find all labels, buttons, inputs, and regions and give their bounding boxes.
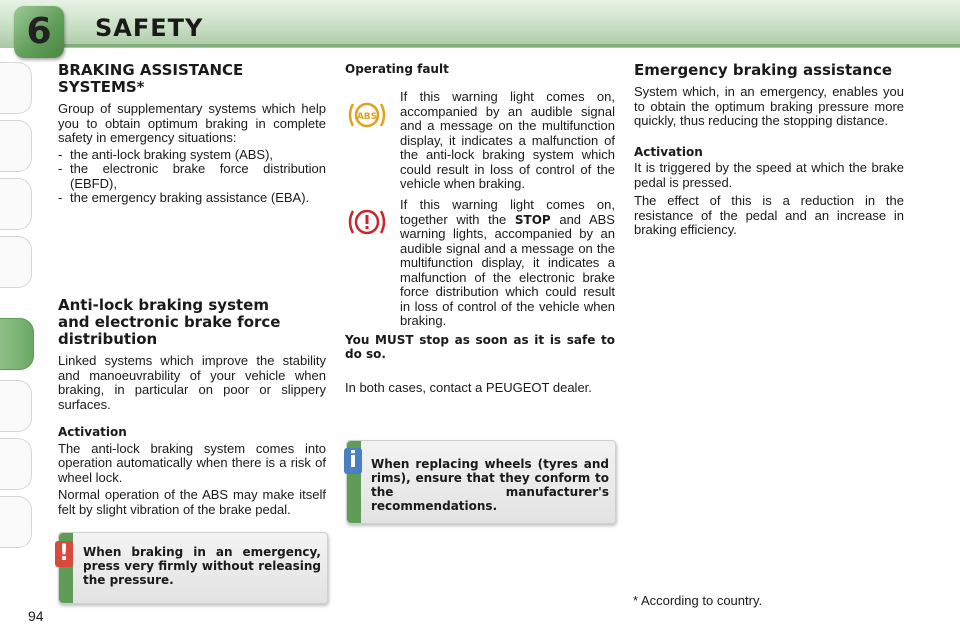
side-tab-7[interactable] (0, 438, 32, 490)
must-stop-text: You MUST stop as soon as it is safe to do so. (345, 332, 615, 361)
intro-paragraph: Group of supplementary systems which help you to obtain optimum braking in complete safety in emergency situations: (58, 101, 326, 145)
svg-text:ABS: ABS (356, 112, 378, 122)
right-column (634, 62, 904, 238)
emergency-braking-text: System which, in an emergency, enables you to obtain the optimum braking pressure more quickly, thus reducing the stopping distance. (634, 84, 904, 128)
info-icon: i (344, 448, 362, 474)
fault-text-1: If this warning light comes on, accompanied by an audible signal and a message on the multifunction display, it indicates a malfunction of the anti-lock braking system which could result in loss of control of the vehicle when braking. (400, 89, 615, 191)
list-item: - the emergency braking assistance (EBA). (58, 190, 310, 205)
eba-activation-text-1: It is triggered by the speed at which the brake pedal is pressed. (634, 160, 904, 190)
side-tab-3[interactable] (0, 178, 32, 230)
abs-activation-label: Activation (58, 425, 127, 439)
side-tab-4[interactable] (0, 236, 32, 288)
fault-text-1-block (345, 90, 615, 192)
eba-activation-label: Activation (634, 144, 703, 159)
abs-activation-text-1: The anti-lock braking system comes into operation automatically when there is a risk of wheel lock. (58, 440, 326, 485)
fault-text-2-block (345, 198, 615, 395)
list-item: - the electronic brake force distribution (EBFD), (58, 161, 326, 191)
header-underline (60, 44, 960, 47)
braking-assistance-heading: BRAKING ASSISTANCE SYSTEMS* (58, 61, 244, 96)
side-tab-8[interactable] (0, 496, 32, 548)
side-tab-6[interactable] (0, 380, 32, 432)
emergency-braking-heading: Emergency braking assistance (634, 61, 893, 79)
side-tab-2[interactable] (0, 120, 32, 172)
warning-icon: ! (55, 541, 73, 567)
side-tab-safety-active[interactable] (0, 318, 34, 370)
emergency-braking-warning-text: When braking in an emergency, press very firmly without releasing the pressure. (83, 545, 321, 587)
abs-paragraph: Linked systems which improve the stability and manoeuvrability of your vehicle when braking, in particular on poor or slippery surfaces. (58, 353, 326, 412)
abs-heading: Anti-lock braking system and electronic brake force distribution (58, 296, 281, 348)
middle-column (345, 62, 615, 77)
wheels-info-text: When replacing wheels (tyres and rims), ensure that they conform to the manufacturer's recommendations. (371, 457, 609, 513)
footnote: * According to country. (633, 593, 763, 608)
contact-dealer-text: In both cases, contact a PEUGEOT dealer. (345, 379, 592, 395)
operating-fault-label: Operating fault (345, 62, 449, 76)
wheels-info-box (346, 440, 616, 524)
emergency-braking-warning-box (58, 532, 328, 604)
page-number: 94 (28, 608, 44, 624)
chapter-number: 6 (26, 11, 52, 52)
list-item: - the anti-lock braking system (ABS), (58, 146, 274, 162)
left-column (58, 62, 326, 206)
abs-activation-text-2: Normal operation of the ABS may make itself felt by slight vibration of the brake pedal. (58, 487, 326, 517)
abs-section (58, 297, 326, 517)
systems-list (58, 148, 326, 206)
page-title: SAFETY (95, 14, 204, 42)
fault-text-2: If this warning light comes on, together with the STOP and ABS warning lights, accompanied by an audible signal and a message on the multifunction display, it indicates a malfunction of the electronic brake force distribution which could result in loss of control of the vehicle when braking. (400, 197, 615, 328)
eba-activation-text-2: The effect of this is a reduction in the resistance of the pedal and an increase in braking efficiency. (634, 193, 904, 237)
side-tab-1[interactable] (0, 62, 32, 114)
